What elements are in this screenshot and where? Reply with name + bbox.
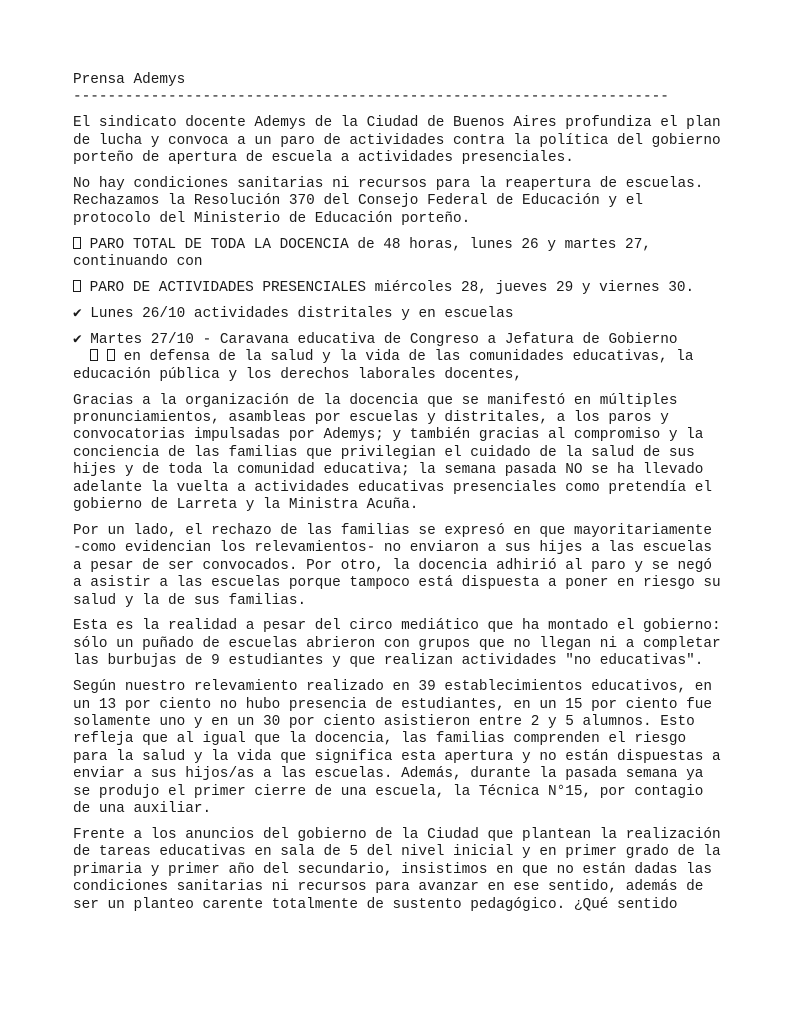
paragraph-spacer xyxy=(73,323,723,332)
text-line: solamente uno y en un 30 por ciento asistieron entre 2 y 5 alumnos. Esto xyxy=(73,714,695,730)
text-line: pronunciamientos, asambleas por escuelas y distritales, a los paros y xyxy=(73,410,669,426)
paragraph xyxy=(73,176,723,228)
text-line: No hay condiciones sanitarias ni recursos para la reapertura de escuelas. xyxy=(73,176,704,193)
text-line: sólo un puñado de escuelas abrieron con grupos que no llegan ni a completar xyxy=(73,635,721,652)
text-line: ✔ Martes 27/10 - Caravana educativa de Congreso a Jefatura de Gobierno xyxy=(73,331,678,348)
line-text: en defensa de la salud y la vida de las comunidades educativas, la xyxy=(123,349,694,366)
text-line: un 13 por ciento no hubo presencia de estudiantes, en un 15 por ciento fue xyxy=(73,696,713,713)
text-line: Esta es la realidad a pesar del circo mediático que ha montado el gobierno: xyxy=(73,618,721,635)
text-line: salud y la de sus familias. xyxy=(73,592,307,609)
paragraph xyxy=(73,827,723,914)
paragraph xyxy=(73,332,723,384)
document-title: Prensa Ademys xyxy=(73,72,186,88)
text-line: refleja que al igual que la docencia, las familias comprenden el riesgo xyxy=(73,731,687,748)
text-line: Por un lado, el rechazo de las familias se expresó en que mayoritariamente xyxy=(73,522,713,539)
text-line: gobierno de Larreta y la Ministra Acuña. xyxy=(73,497,419,514)
box-glyph-icon xyxy=(73,280,81,292)
text-line: Según nuestro relevamiento realizado en 39 establecimientos educativos, en xyxy=(73,679,713,696)
text-line: -como evidencian los relevamientos- no enviaron a sus hijes a las escuelas xyxy=(73,540,713,557)
paragraph xyxy=(73,523,723,610)
box-glyph-icon xyxy=(107,349,115,361)
text-line: enviar a sus hijos/as a las escuelas. Además, durante la pasada semana ya xyxy=(73,766,704,783)
paragraph-spacer xyxy=(73,671,723,680)
text-line xyxy=(73,349,723,366)
paragraph xyxy=(73,679,723,818)
text-line: las burbujas de 9 estudiantes y que realizan actividades "no educativas". xyxy=(73,653,704,670)
line-text: PARO DE ACTIVIDADES PRESENCIALES miércoles 28, jueves 29 y viernes 30. xyxy=(81,280,695,297)
text-line: conciencia de las familias que privilegian el cuidado de la salud de sus xyxy=(73,444,695,461)
paragraph-spacer xyxy=(73,107,723,116)
paragraph-spacer xyxy=(73,610,723,619)
text-line: se produjo el primer cierre de una escuela, la Técnica N°15, por contagio xyxy=(73,783,704,800)
text-line: de tareas educativas en sala de 5 del nivel inicial y en primer grado de la xyxy=(73,844,721,861)
text-line: primaria y primer año del secundario, insistimos en que no están dadas las xyxy=(73,861,713,878)
text-line: Rechazamos la Resolución 370 del Consejo Federal de Educación y el xyxy=(73,193,643,210)
paragraph-spacer xyxy=(73,514,723,523)
text-line: de una auxiliar. xyxy=(73,801,212,818)
text-line xyxy=(73,237,723,254)
document-page xyxy=(73,72,723,914)
paragraph xyxy=(73,280,723,297)
paragraph-spacer xyxy=(73,168,723,177)
paragraph xyxy=(73,306,723,323)
text-line xyxy=(73,280,723,297)
text-line: convocatorias impulsadas por Ademys; y también gracias al compromiso y la xyxy=(73,427,704,444)
text-line: de lucha y convoca a un paro de actividades contra la política del gobierno xyxy=(73,132,721,149)
text-line: ser un planteo carente totalmente de sustento pedagógico. ¿Qué sentido xyxy=(73,896,678,913)
paragraph-spacer xyxy=(73,384,723,393)
paragraph-spacer xyxy=(73,272,723,281)
text-line: condiciones sanitarias ni recursos para avanzar en ese sentido, además de xyxy=(73,879,704,896)
text-line: a pesar de ser convocados. Por otro, la docencia adhirió al paro y se negó xyxy=(73,557,713,574)
paragraph xyxy=(73,237,723,272)
text-line: educación pública y los derechos laborales docentes, xyxy=(73,366,523,383)
text-line: porteño de apertura de escuela a actividades presenciales. xyxy=(73,150,574,167)
paragraph xyxy=(73,393,723,515)
paragraph xyxy=(73,618,723,670)
paragraph-spacer xyxy=(73,297,723,306)
text-line: hijes y de toda la comunidad educativa; la semana pasada NO se ha llevado xyxy=(73,462,704,479)
document-body xyxy=(73,107,723,914)
text-line: Gracias a la organización de la docencia que se manifestó en múltiples xyxy=(73,392,678,409)
text-line: protocolo del Ministerio de Educación porteño. xyxy=(73,210,471,227)
paragraph-spacer xyxy=(73,228,723,237)
paragraph-spacer xyxy=(73,818,723,827)
text-line: El sindicato docente Ademys de la Ciudad de Buenos Aires profundiza el plan xyxy=(73,115,721,132)
text-line: adelante la vuelta a actividades educativas presenciales como pretendía el xyxy=(73,479,713,496)
text-line: para la salud y la vida que significa esta apertura y no están dispuestas a xyxy=(73,748,721,765)
title-rule: --------------------------------------------------------------------- xyxy=(73,89,669,106)
text-line: Frente a los anuncios del gobierno de la Ciudad que plantean la realización xyxy=(73,826,721,843)
text-line: continuando con xyxy=(73,254,203,271)
line-text: PARO TOTAL DE TODA LA DOCENCIA de 48 horas, lunes 26 y martes 27, xyxy=(81,236,651,253)
box-glyph-icon xyxy=(73,237,81,249)
paragraph xyxy=(73,115,723,167)
text-line: a asistir a las escuelas porque tampoco está dispuesta a poner en riesgo su xyxy=(73,575,721,592)
text-line: ✔ Lunes 26/10 actividades distritales y en escuelas xyxy=(73,305,514,322)
